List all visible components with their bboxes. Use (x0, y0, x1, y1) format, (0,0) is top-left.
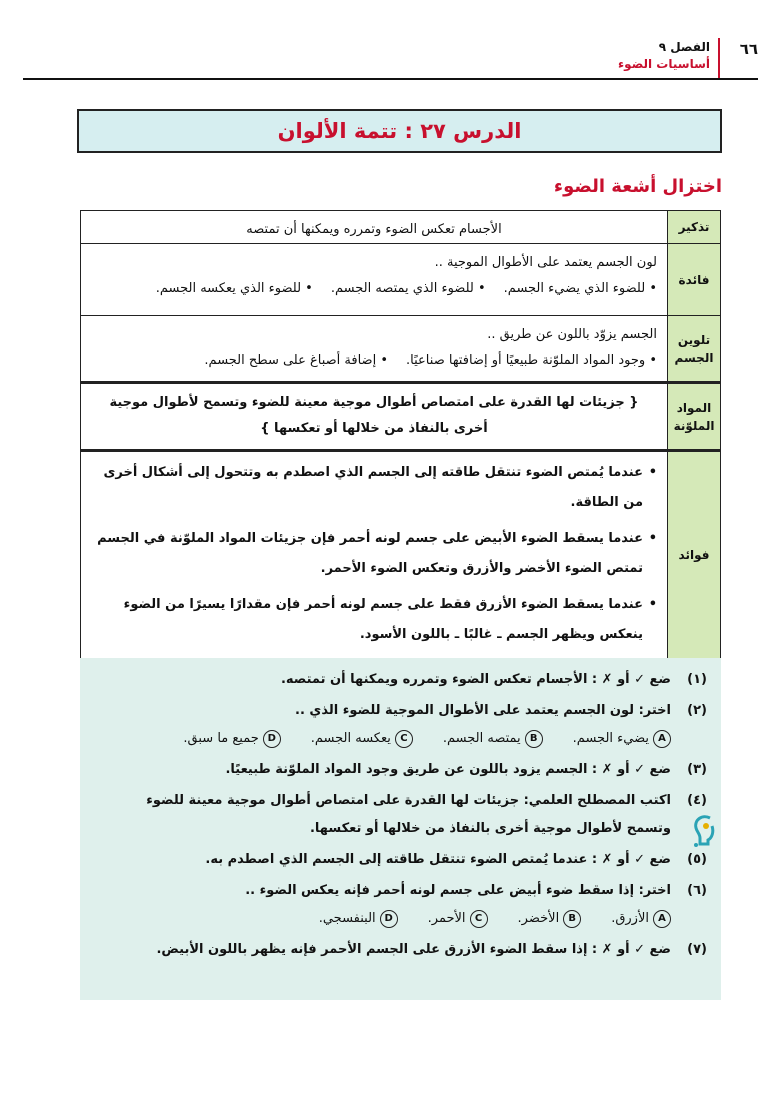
row-pigments (80, 382, 721, 450)
note-label: فائدة (667, 244, 720, 315)
answer-option-b[interactable] (518, 905, 582, 933)
question-text: اكتب المصطلح العلمي: جزيئات لها القدرة على امتصاص أطوال موجية معينة للضوء وتسمح لأطوال موجية أخرى بالنفاذ من خلالها أو تعكسها. (146, 793, 671, 836)
quiz-section (80, 658, 721, 1000)
option-text: يعكسه الجسم. (310, 731, 391, 746)
quiz-question (98, 877, 707, 933)
option-letter: B (525, 730, 543, 748)
coloring-content (81, 316, 667, 381)
option-text: الأزرق. (611, 911, 649, 926)
answer-option-d[interactable] (183, 725, 280, 753)
pigments-line2: أخرى بالنفاذ من خلالها أو تعكسها } (260, 421, 488, 436)
question-number: (١) (687, 672, 707, 687)
note-item: • للضوء الذي يعكسه الجسم. (156, 276, 313, 302)
section-title: اختزال أشعة الضوء (553, 176, 722, 197)
option-letter: A (653, 910, 671, 928)
row-reminder (80, 210, 721, 244)
quiz-question (98, 697, 707, 753)
note-intro: لون الجسم يعتمد على الأطوال الموجية .. (434, 255, 657, 270)
option-text: الأخضر. (517, 911, 560, 926)
answer-option-d[interactable] (319, 905, 398, 933)
question-text: ضع ✓ أو ✗ : الجسم يزود باللون عن طريق وجود المواد الملوّنة طبيعيًا. (225, 762, 671, 777)
coloring-label (667, 316, 720, 381)
option-text: يضيء الجسم. (572, 731, 649, 746)
chapter-label: الفصل ٩ (658, 40, 710, 54)
quiz-question (98, 936, 707, 964)
pigments-label (667, 384, 720, 449)
option-letter: C (470, 910, 488, 928)
answer-option-c[interactable] (428, 905, 488, 933)
benefits-label: فوائد (667, 452, 720, 658)
question-number: (٣) (687, 762, 707, 777)
pigments-definition (81, 384, 667, 449)
pigments-line1: { جزيئات لها القدرة على امتصاص أطوال موجية معينة للضوء وتسمح لأطوال موجية (109, 395, 639, 410)
question-number: (٢) (687, 703, 707, 718)
lesson-title-box (77, 109, 722, 153)
quiz-question (98, 846, 707, 874)
pigments-label-line2: الملوّنة (673, 418, 715, 433)
header-rule (23, 78, 758, 80)
question-number: (٥) (687, 852, 707, 867)
answer-option-b[interactable] (443, 725, 543, 753)
coloring-bullets (91, 348, 657, 374)
quiz-question (98, 666, 707, 694)
coloring-intro: الجسم يزوّد باللون عن طريق .. (487, 327, 657, 342)
row-note (80, 244, 721, 316)
option-letter: A (653, 730, 671, 748)
note-content (81, 244, 667, 315)
answer-option-a[interactable] (611, 905, 671, 933)
reminder-label: تذكير (667, 211, 720, 243)
coloring-item: • إضافة أصباغ على سطح الجسم. (204, 348, 388, 374)
answer-option-c[interactable] (311, 725, 413, 753)
coloring-label-line2: الجسم (674, 350, 714, 365)
benefit-item: • عندما يُمتص الضوء تنتقل طاقته إلى الجسم الذي اصطدم به وتتحول إلى أشكال أخرى من الطاقة. (91, 458, 643, 518)
option-letter: B (563, 910, 581, 928)
benefits-list (91, 458, 657, 650)
answer-options (98, 725, 671, 753)
option-letter: D (263, 730, 281, 748)
benefits-content (81, 452, 667, 658)
lesson-title: الدرس ٢٧ : تتمة الألوان (277, 119, 522, 143)
row-benefits (80, 450, 721, 659)
chapter-subtitle: أساسيات الضوء (618, 57, 710, 71)
answer-options (98, 905, 671, 933)
question-text: اختر: إذا سقط ضوء أبيض على جسم لونه أحمر فإنه يعكس الضوء .. (245, 883, 671, 898)
question-text: ضع ✓ أو ✗ : عندما يُمتص الضوء تنتقل طاقته إلى الجسم الذي اصطدم به. (205, 852, 671, 867)
option-letter: D (380, 910, 398, 928)
quiz-question (98, 756, 707, 784)
option-text: البنفسجي. (318, 911, 376, 926)
reminder-text: الأجسام تعكس الضوء وتمرره ويمكنها أن تمتصه (246, 222, 502, 237)
benefit-item: • عندما يسقط الضوء الأبيض على جسم لونه أحمر فإن جزيئات المواد الملوّنة في الجسم تمتص الضوء الأخضر والأزرق وتعكس الضوء الأحمر. (91, 524, 643, 584)
header-divider (718, 38, 720, 80)
question-text: اختر: لون الجسم يعتمد على الأطوال الموجية للضوء الذي .. (295, 703, 671, 718)
quiz-question (98, 787, 707, 843)
summary-table (80, 210, 721, 659)
question-number: (٦) (687, 883, 707, 898)
question-text: ضع ✓ أو ✗ : إذا سقط الضوء الأزرق على الجسم الأحمر فإنه يظهر باللون الأبيض. (156, 942, 671, 957)
answer-option-a[interactable] (573, 725, 671, 753)
option-letter: C (395, 730, 413, 748)
note-item: • للضوء الذي يمتصه الجسم. (331, 276, 486, 302)
question-number: (٤) (687, 793, 707, 808)
option-text: جميع ما سبق. (183, 731, 259, 746)
note-item: • للضوء الذي يضيء الجسم. (504, 276, 657, 302)
coloring-item: • وجود المواد الملوّنة طبيعيًا أو إضافتها صناعيًا. (406, 348, 657, 374)
coloring-label-line1: تلوين (677, 332, 711, 347)
option-text: الأحمر. (427, 911, 466, 926)
page-number: ٦٦ (739, 40, 758, 58)
question-text: ضع ✓ أو ✗ : الأجسام تعكس الضوء وتمرره ويمكنها أن تمتصه. (280, 672, 671, 687)
option-text: يمتصه الجسم. (442, 731, 521, 746)
pigments-label-line1: المواد (676, 400, 712, 415)
thinking-head-icon (690, 812, 716, 848)
question-number: (٧) (687, 942, 707, 957)
page-header (23, 38, 758, 80)
note-bullets (91, 276, 657, 302)
row-coloring (80, 316, 721, 382)
benefit-item: • عندما يسقط الضوء الأزرق فقط على جسم لونه أحمر فإن مقدارًا يسيرًا من الضوء ينعكس ويظهر الجسم ـ غالبًا ـ باللون الأسود. (91, 590, 643, 650)
